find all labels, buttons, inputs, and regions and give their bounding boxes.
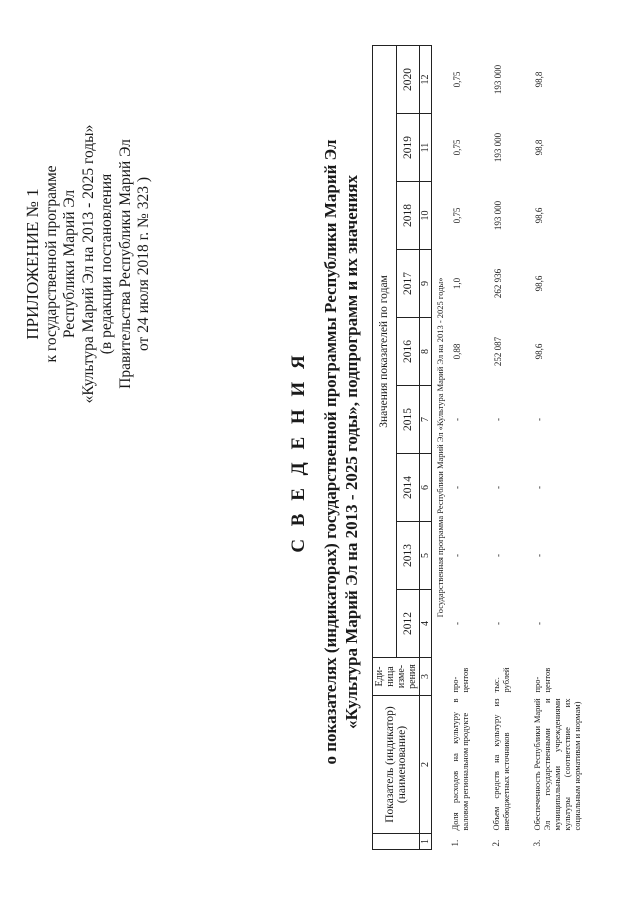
row-value: 0,88: [452, 343, 462, 360]
table-row: [446, 45, 487, 849]
row-value: 0,75: [452, 207, 462, 224]
header-year: 2013: [396, 522, 420, 590]
row-value: 262 936: [493, 268, 503, 299]
row-indicator-name: Доля расходов на культуру в валовом региональном продукте: [450, 698, 470, 831]
row-value: -: [452, 554, 462, 557]
column-number: 11: [420, 114, 432, 182]
row-value: 252 087: [493, 336, 503, 367]
column-number: 4: [420, 590, 432, 658]
row-value: 1,0: [452, 277, 462, 290]
column-number: 3: [420, 658, 432, 696]
row-value: 98,6: [534, 207, 544, 224]
indicators-table: [372, 45, 583, 850]
appendix-date-line: от 24 июля 2018 г. № 323 ): [135, 177, 152, 351]
appendix-line: «Культура Марий Эл на 2013 - 2025 годы»: [79, 124, 97, 404]
heading-subtitle-line1: о показателях (индикаторах) государственной программы Республики Марий Эл: [321, 139, 340, 765]
row-value: 98,6: [534, 343, 544, 360]
row-index: 1.: [450, 839, 460, 847]
header-year: 2016: [396, 318, 420, 386]
document-heading: [288, 0, 362, 904]
column-number: 8: [420, 318, 432, 386]
row-value: -: [452, 622, 462, 625]
header-year: 2015: [396, 386, 420, 454]
table-row: [487, 45, 528, 849]
row-value: 0,75: [452, 139, 462, 156]
row-value: -: [493, 554, 503, 557]
header-year: 2014: [396, 454, 420, 522]
row-value: 0,75: [452, 71, 462, 88]
header-year: 2018: [396, 182, 420, 250]
row-unit: тыс. рублей: [491, 667, 511, 693]
header-year: 2020: [396, 45, 420, 113]
appendix-line: к государственной программе: [42, 165, 60, 363]
row-value: -: [534, 418, 544, 421]
row-value: 193 000: [493, 132, 503, 163]
row-index: 3.: [532, 839, 542, 847]
row-value: -: [493, 622, 503, 625]
column-number: 5: [420, 522, 432, 590]
table-row: [528, 45, 583, 849]
row-indicator-name: Обеспеченность Республики Марий Эл государственными и муниципальными учреждениями культуры (соответствие их социальным нормативам и нормам): [532, 698, 582, 831]
header-values: Значения показателей по годам: [373, 45, 397, 657]
row-unit: про-центов: [450, 667, 470, 693]
header-unit: Еди-ница изме-рения: [373, 658, 420, 696]
row-value: 98,8: [534, 71, 544, 88]
heading-subtitle-line2: «Культура Марий Эл на 2013 - 2025 годы», подпрограмм и их значениях: [342, 175, 361, 729]
row-value: -: [534, 622, 544, 625]
column-number: 12: [420, 45, 432, 113]
row-value: 193 000: [493, 200, 503, 231]
header-index: [373, 834, 420, 850]
row-value: -: [534, 554, 544, 557]
row-value: 98,8: [534, 139, 544, 156]
row-indicator-name: Объем средств на культуру из внебюджетных источников: [491, 698, 511, 831]
header-year: 2017: [396, 250, 420, 318]
appendix-line: Республики Марий Эл: [61, 189, 78, 339]
row-value: 98,6: [534, 275, 544, 292]
column-number: 1: [420, 834, 432, 850]
row-value: 193 000: [493, 64, 503, 95]
header-year: 2019: [396, 114, 420, 182]
header-year: 2012: [396, 590, 420, 658]
row-unit: про-центов: [532, 667, 552, 693]
heading-title: С В Е Д Е Н И Я: [288, 351, 309, 553]
column-number: 9: [420, 250, 432, 318]
row-value: -: [493, 418, 503, 421]
row-index: 2.: [491, 839, 501, 847]
row-value: -: [534, 486, 544, 489]
appendix-block: [24, 54, 154, 474]
row-value: -: [452, 418, 462, 421]
header-indicator: Показатель (индикатор) (наименование): [373, 696, 420, 834]
row-value: -: [493, 486, 503, 489]
appendix-line: (в редакции постановления: [98, 173, 115, 355]
appendix-line: Правительства Республики Марий Эл: [116, 139, 134, 389]
row-value: -: [452, 486, 462, 489]
column-number: 7: [420, 386, 432, 454]
section-title-row: Государственная программа Республики Марий Эл «Культура Марий Эл на 2013 - 2025 годы»: [435, 277, 445, 618]
column-number: 2: [420, 696, 432, 834]
column-number: 6: [420, 454, 432, 522]
appendix-title: ПРИЛОЖЕНИЕ № 1: [23, 188, 42, 340]
column-number: 10: [420, 182, 432, 250]
